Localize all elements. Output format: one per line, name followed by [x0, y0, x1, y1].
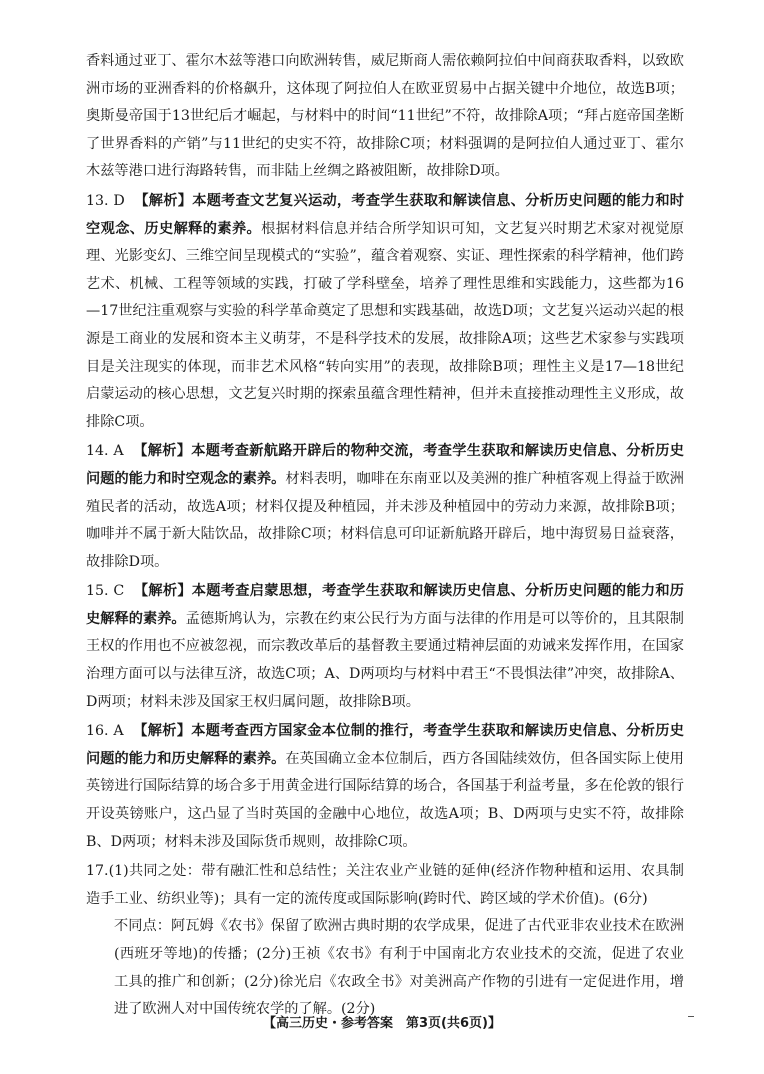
answer-item-13 — [86, 188, 684, 436]
item-number: 16. A — [86, 723, 124, 740]
item-analysis-header: 【解析】本题考查文艺复兴运动，考查学生获取和解读信息、分析历史问题的能力和时空观念、历史解释的素养。 — [86, 192, 684, 237]
item-analysis-header: 【解析】本题考查启蒙思想，考查学生获取和解读历史信息、分析历史问题的能力和历史解释的素养。 — [86, 583, 684, 627]
item-number: 17. — [86, 863, 109, 880]
answer-item-14 — [86, 438, 684, 576]
item-analysis-body: 孟德斯鸠认为，宗教在约束公民行为方面与法律的作用是可以等价的，且其限制王权的作用也不应被忽视，而宗教改革后的基督教主要通过精神层面的劝诫来发挥作用，在国家治理方面可以与法律互济，故选C项；A、D两项均与材料中君王“不畏惧法律”冲突，故排除A、D两项；材料未涉及国家王权归属问题，故排除B项。 — [86, 610, 684, 710]
item-number: 14. A — [86, 443, 124, 460]
item-17-part2: 不同点：阿瓦姆《农书》保留了欧洲古典时期的农学成果，促进了古代亚非农业技术在欧洲(西班牙等地)的传播；(2分)王祯《农书》有利于中国南北方农业技术的交流，促进了农业工具的推广和创新；(2分)徐光启《农政全书》对美洲高产作物的引进有一定促进作用，增进了欧洲人对中国传统农学的了解。(2分) — [114, 918, 684, 1018]
answer-item-16 — [86, 718, 684, 856]
item-analysis-header: 【解析】本题考查新航路开辟后的物种交流，考查学生获取和解读历史信息、分析历史问题的能力和时空观念的素养。 — [86, 443, 684, 487]
answer-item-17 — [86, 858, 684, 1024]
answer-item-15 — [86, 578, 684, 716]
item-17-part1: (1)共同之处：带有融汇性和总结性；关注农业产业链的延伸(经济作物种植和运用、农具制造手工业、纺织业等)；具有一定的流传度或国际影响(跨时代、跨区域的学术价值)。(6分) — [86, 863, 684, 907]
corner-mark — [688, 1016, 694, 1019]
page-footer: 【高三历史・参考答案 第3页(共6页)】 — [263, 1016, 501, 1031]
item-analysis-body: 材料表明，咖啡在东南亚以及美洲的推广种植客观上得益于欧洲殖民者的活动，故选A项；材料仅提及种植园，并未涉及种植园中的劳动力来源，故排除B项；咖啡并不属于新大陆饮品，故排除C项；材料信息可印证新航路开辟后，地中海贸易日益衰落，故排除D项。 — [86, 470, 684, 570]
document-body — [86, 48, 684, 1024]
item-analysis-body: 根据材料信息并结合所学知识可知，文艺复兴时期艺术家对视觉原理、光影变幻、三维空间呈现模式的“实验”，蕴含着观察、实证、理性探索的科学精神，他们跨艺术、机械、工程等领域的实践，打破了学科壁垒，培养了理性思维和实践能力，这些都为16—17世纪注重观察与实验的科学革命奠定了思想和实践基础，故选D项；文艺复兴运动兴起的根源是工商业的发展和资本主义萌芽，不是科学技术的发展，故排除A项；这些艺术家参与实践项目是关注现实的体现，而非艺术风格“转向实用”的表现，故排除B项；理性主义是17—18世纪启蒙运动的核心思想，文艺复兴时期的探索虽蕴含理性精神，但并未直接推动理性主义形成，故排除C项。 — [86, 220, 684, 430]
continuation-paragraph: 香料通过亚丁、霍尔木兹等港口向欧洲转售，威尼斯商人需依赖阿拉伯中间商获取香料，以致欧洲市场的亚洲香料的价格飙升，这体现了阿拉伯人在欧亚贸易中占据关键中介地位，故选B项；奥斯曼帝国于13世纪后才崛起，与材料中的时间“11世纪”不符，故排除A项；“拜占庭帝国垄断了世界香料的产销”与11世纪的史实不符，故排除C项；材料强调的是阿拉伯人通过亚丁、霍尔木兹等港口进行海路转售，而非陆上丝绸之路被阻断，故排除D项。 — [86, 53, 684, 180]
item-number: 13. D — [86, 192, 125, 209]
item-analysis-body: 在英国确立金本位制后，西方各国陆续效仿，但各国实际上使用英镑进行国际结算的场合多于用黄金进行国际结算的场合，各国基于利益考量，多在伦敦的银行开设英镑账户，这凸显了当时英国的金融中心地位，故选A项；B、D两项与史实不符，故排除B、D两项；材料未涉及国际货币规则，故排除C项。 — [86, 750, 684, 850]
item-number: 15. C — [86, 583, 125, 600]
item-analysis-header: 【解析】本题考查西方国家金本位制的推行，考查学生获取和解读历史信息、分析历史问题的能力和历史解释的素养。 — [86, 723, 684, 767]
